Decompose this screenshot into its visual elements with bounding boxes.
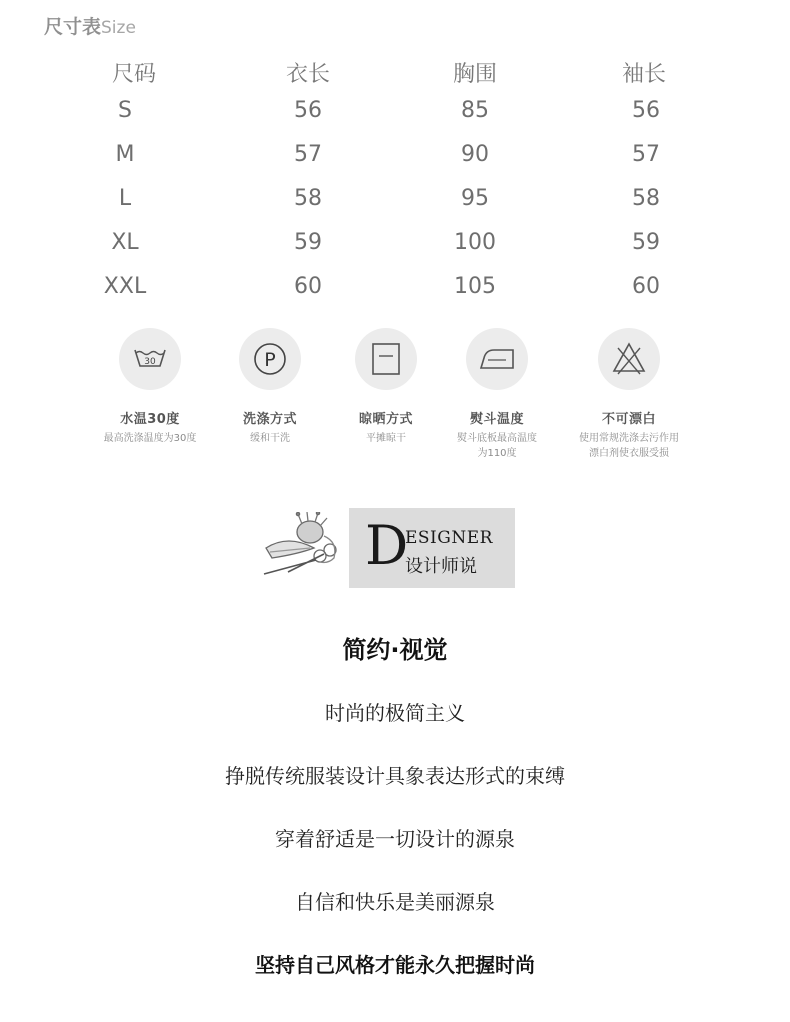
iron-icon (466, 328, 528, 390)
table-cell: 60 (294, 274, 322, 299)
table-cell: 95 (461, 186, 489, 211)
table-cell: 56 (294, 98, 322, 123)
care-desc-line: 最高洗涤温度为30度 (103, 433, 197, 444)
dry-clean-badge: P (264, 349, 276, 371)
care-bleach (554, 328, 704, 461)
care-name: 晾晒方式 (358, 412, 413, 427)
care-desc-line: 漂白剂使衣服受损 (589, 448, 669, 459)
header-length: 衣长 (285, 62, 330, 87)
wash-30-icon (119, 328, 181, 390)
care-name: 洗涤方式 (242, 412, 297, 427)
dry-clean-p-icon (239, 328, 301, 390)
size-chart-title-cn: 尺寸表 (44, 16, 102, 38)
care-desc-line: 缓和干洗 (250, 433, 290, 444)
dry-flat-icon (355, 328, 417, 390)
table-cell: L (118, 186, 132, 211)
care-desc-line: 平摊晾干 (366, 433, 406, 444)
wash-temp-badge: 30 (144, 357, 156, 367)
table-cell: 58 (632, 186, 660, 211)
table-cell: S (118, 98, 132, 123)
designer-initial: D (365, 514, 409, 577)
body-line: 挣脱传统服装设计具象表达形式的束缚 (225, 764, 565, 788)
care-desc-line: 为110度 (477, 448, 517, 459)
care-desc (422, 431, 572, 461)
body-line: 穿着舒适是一切设计的源泉 (275, 827, 515, 851)
table-cell: 57 (294, 142, 322, 167)
sewing-tools-illustration (258, 512, 344, 582)
care-desc-line: 使用常规洗涤去污作用 (579, 433, 679, 444)
size-chart-title-en: Size (101, 18, 136, 38)
body-line: 自信和快乐是美丽源泉 (295, 890, 495, 914)
designer-en: ESIGNER (405, 528, 493, 548)
header-chest: 胸围 (452, 62, 497, 87)
body-line: 时尚的极简主义 (325, 701, 465, 725)
designer-cn: 设计师说 (405, 556, 477, 577)
table-cell: XXL (103, 274, 147, 299)
care-name: 水温30度 (120, 412, 180, 427)
table-cell: 59 (294, 230, 322, 255)
header-sleeve: 袖长 (621, 62, 666, 87)
closing-line: 坚持自己风格才能永久把握时尚 (255, 953, 535, 977)
table-cell: 90 (461, 142, 489, 167)
table-cell: 58 (294, 186, 322, 211)
care-name: 熨斗温度 (469, 412, 524, 427)
table-cell: 57 (632, 142, 660, 167)
table-cell: 59 (632, 230, 660, 255)
designer-badge (349, 508, 515, 588)
size-chart-title (44, 12, 136, 39)
care-desc-line: 熨斗底板最高温度 (457, 433, 537, 444)
table-cell: 56 (632, 98, 660, 123)
table-cell: M (115, 142, 135, 167)
table-cell: XL (111, 230, 139, 255)
care-name: 不可漂白 (601, 412, 656, 427)
table-cell: 105 (454, 274, 496, 299)
table-cell: 100 (454, 230, 496, 255)
section-heading: 简约·视觉 (342, 636, 448, 664)
table-cell: 85 (461, 98, 489, 123)
care-iron (422, 328, 572, 461)
table-cell: 60 (632, 274, 660, 299)
no-bleach-icon (598, 328, 660, 390)
care-desc (554, 431, 704, 461)
header-size: 尺码 (111, 62, 156, 87)
